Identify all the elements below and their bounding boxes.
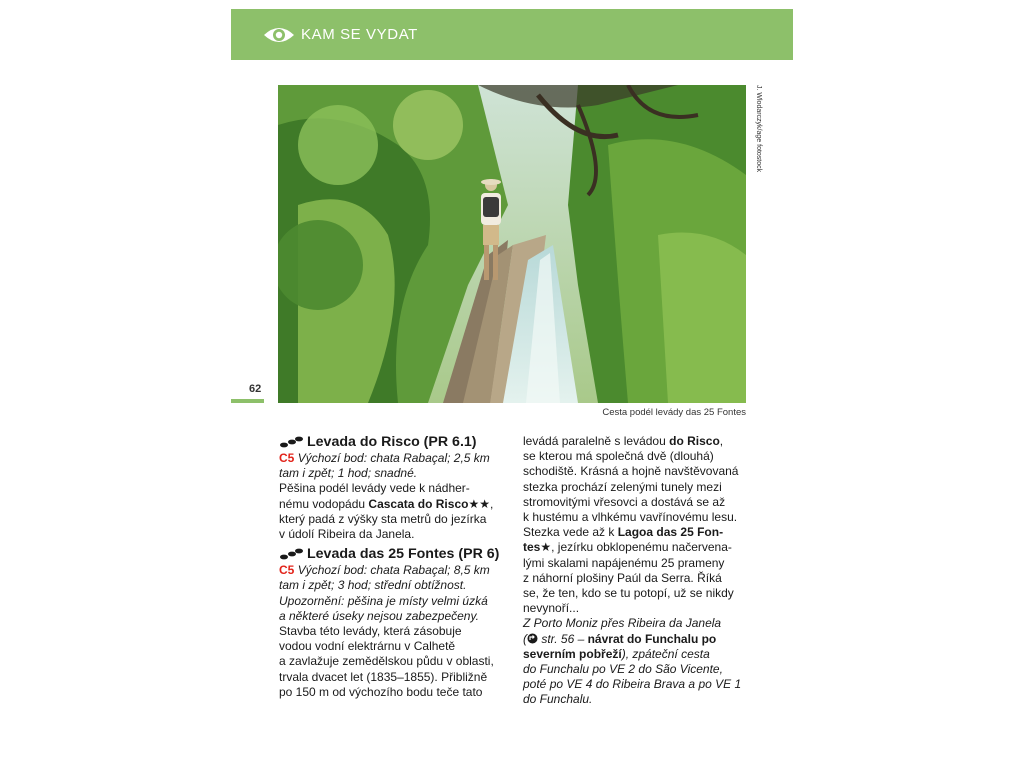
eye-icon <box>263 25 295 45</box>
photo-caption: Cesta podél levády das 25 Fontes <box>602 407 746 418</box>
route-note: Z Porto Moniz přes Ribeira da Janela ( str. 56 – návrat do Funchalu po severním pobřeží), zpáteční cesta do Funchalu po VE 2 do São Vicente, poté po VE 4 do Ribeira Brava a po VE 1 do Funchalu. <box>523 616 742 707</box>
hike-meta: C5 Výchozí bod: chata Rabaçal; 8,5 km tam i zpět; 3 hod; střední obtížnost. Upozornění: pěšina je místy velmi úzká a některé úseky nejsou zabezpečeny. <box>279 563 490 623</box>
highlight-place: do Risco <box>669 434 720 448</box>
hike-meta: C5 Výchozí bod: chata Rabaçal; 2,5 km tam i zpět; 1 hod; snadné. <box>279 451 490 481</box>
grid-reference: C5 <box>279 451 295 465</box>
photo-credit: J. Wlodarczyk/age fotostock <box>755 85 762 173</box>
article-left-column <box>279 433 514 700</box>
hike-title: Levada do Risco (PR 6.1) <box>307 434 477 450</box>
hike-heading <box>279 433 514 451</box>
warning-note: Upozornění: pěšina je místy velmi úzká <box>279 593 488 608</box>
hike-description: Pěšina podél levády vede k nádher- nému vodopádu Cascata do Risco★★, který padá z výšky sta metrů do jezírka v údolí Ribeira da Janela. <box>279 481 494 542</box>
route-turn-icon <box>527 633 538 644</box>
highlight-place: Lagoa das 25 Fon- <box>617 525 724 540</box>
hike-description-continued: levádá paralelně s levádou do Risco, se kterou má společná dvě (dlouhá) schodiště. Krásná a hojně navštěvovaná stezka prochází zelenými tunely mezi stromovitými vřesovci a dostává se až k hustému a vlhkému vavřínovému lesu. Stezka vede až k Lagoa das 25 Fon- tes★, jezírku obklopenému načervena- lými skalami napájenému 25 prameny z náhorní plošiny Paúl da Serra. Říká se, že ten, kdo se tu potopí, už se nikdy nevynoří... <box>523 434 739 616</box>
levada-photo <box>278 85 746 403</box>
section-header-bar <box>231 9 793 60</box>
hike-heading <box>279 545 514 563</box>
rating-stars: ★★ <box>468 496 490 511</box>
section-title: KAM SE VYDAT <box>301 26 418 43</box>
page-number: 62 <box>249 383 262 395</box>
hike-title: Levada das 25 Fontes (PR 6) <box>307 546 500 563</box>
highlight-place: Cascata do Risco <box>368 496 469 511</box>
hike-description: Stavba této levády, která zásobuje vodou vodní elektrárnu v Calhetě a zavlažuje zemědělskou půdu v oblasti, trvala dvacet let (1835–1855). Přibližně po 150 m od výchozího bodu teče tato <box>279 624 494 699</box>
footsteps-icon <box>279 548 303 560</box>
page-number-rule <box>231 399 264 403</box>
grid-reference: C5 <box>279 563 295 578</box>
rating-stars: ★ <box>540 540 552 555</box>
footsteps-icon <box>279 436 303 448</box>
page-reference: str. 56 – <box>541 631 588 646</box>
article-right-column <box>523 434 758 708</box>
